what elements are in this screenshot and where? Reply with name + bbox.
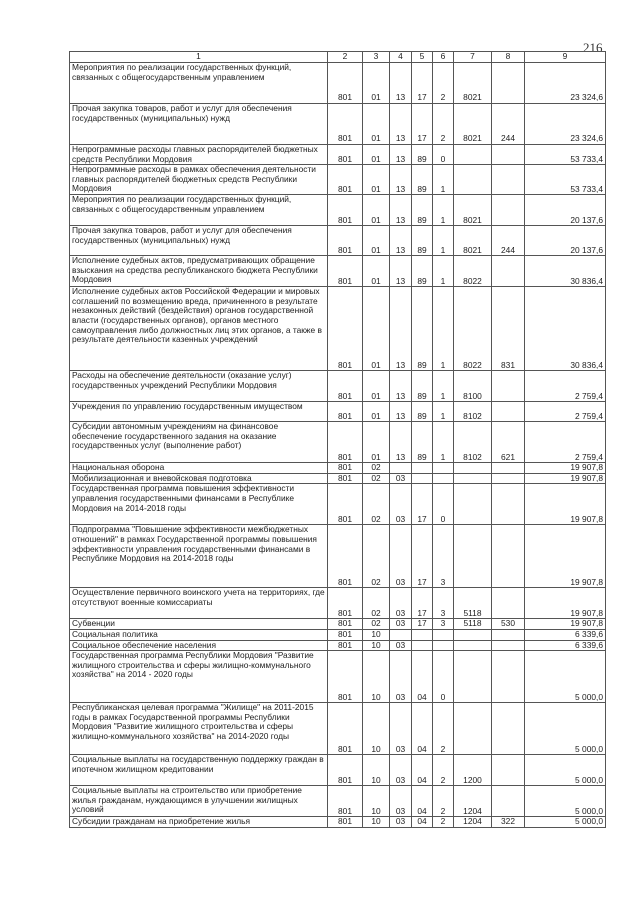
- cell-c2: 801: [328, 588, 363, 619]
- cell-c9: 23 324,6: [525, 63, 606, 104]
- cell-c7: 8100: [454, 371, 492, 402]
- cell-c5: 89: [412, 371, 433, 402]
- header-row: [70, 52, 606, 63]
- cell-c8: [492, 588, 525, 619]
- cell-c8: 530: [492, 619, 525, 630]
- row-name: Исполнение судебных актов, предусматривающих обращение взыскания на средства республиканского бюджета Республики Мордовия: [70, 256, 328, 287]
- cell-c5: 89: [412, 195, 433, 226]
- row-name: Национальная оборона: [70, 463, 328, 474]
- column-header: 9: [525, 52, 606, 63]
- cell-c9: 2 759,4: [525, 402, 606, 422]
- table-row: [70, 256, 606, 287]
- column-header: 4: [390, 52, 412, 63]
- cell-c3: 01: [363, 104, 390, 145]
- table-row: [70, 145, 606, 165]
- cell-c4: 03: [390, 786, 412, 817]
- cell-c6: 3: [433, 525, 454, 588]
- cell-c6: 1: [433, 287, 454, 371]
- cell-c4: 13: [390, 226, 412, 256]
- cell-c2: 801: [328, 463, 363, 474]
- cell-c9: 5 000,0: [525, 755, 606, 786]
- cell-c6: 1: [433, 256, 454, 287]
- cell-c7: [454, 629, 492, 640]
- cell-c4: 03: [390, 651, 412, 703]
- cell-c6: [433, 463, 454, 474]
- table-row: [70, 473, 606, 484]
- cell-c5: [412, 463, 433, 474]
- row-name: Субвенции: [70, 619, 328, 630]
- cell-c2: 801: [328, 703, 363, 755]
- cell-c7: [454, 651, 492, 703]
- row-name: Республиканская целевая программа "Жилище" на 2011-2015 годы в рамках Государственной программы Республики Мордовия "Развитие жилищного строительства и сферы жилищно-коммунального хозяйства" на 2014-2020 годы: [70, 703, 328, 755]
- cell-c4: 13: [390, 422, 412, 463]
- cell-c6: [433, 473, 454, 484]
- cell-c9: 6 339,6: [525, 640, 606, 651]
- cell-c6: 1: [433, 226, 454, 256]
- cell-c3: 01: [363, 226, 390, 256]
- row-name: Учреждения по управлению государственным имуществом: [70, 402, 328, 422]
- cell-c2: 801: [328, 371, 363, 402]
- cell-c9: 20 137,6: [525, 195, 606, 226]
- cell-c7: 8021: [454, 195, 492, 226]
- cell-c6: 2: [433, 63, 454, 104]
- row-name: Прочая закупка товаров, работ и услуг для обеспечения государственных (муниципальных) нужд: [70, 226, 328, 256]
- cell-c9: 5 000,0: [525, 786, 606, 817]
- table-row: [70, 165, 606, 195]
- cell-c3: 10: [363, 703, 390, 755]
- cell-c5: 89: [412, 256, 433, 287]
- cell-c9: 23 324,6: [525, 104, 606, 145]
- cell-c6: 2: [433, 104, 454, 145]
- cell-c9: 5 000,0: [525, 703, 606, 755]
- cell-c8: [492, 484, 525, 525]
- cell-c5: 89: [412, 402, 433, 422]
- cell-c9: 5 000,0: [525, 817, 606, 828]
- cell-c7: 1204: [454, 786, 492, 817]
- cell-c2: 801: [328, 755, 363, 786]
- row-name: Мероприятия по реализации государственных функций, связанных с общегосударственным управлением: [70, 195, 328, 226]
- cell-c3: 02: [363, 463, 390, 474]
- cell-c6: 1: [433, 165, 454, 195]
- cell-c8: [492, 463, 525, 474]
- page-number: 216: [583, 40, 603, 55]
- cell-c4: [390, 463, 412, 474]
- cell-c2: 801: [328, 226, 363, 256]
- cell-c6: [433, 629, 454, 640]
- row-name: Субсидии гражданам на приобретение жилья: [70, 817, 328, 828]
- cell-c4: 03: [390, 703, 412, 755]
- cell-c3: 01: [363, 422, 390, 463]
- table-row: [70, 63, 606, 104]
- cell-c7: 8021: [454, 104, 492, 145]
- cell-c2: 801: [328, 817, 363, 828]
- cell-c4: 03: [390, 525, 412, 588]
- table-row: [70, 422, 606, 463]
- cell-c8: 621: [492, 422, 525, 463]
- cell-c4: 03: [390, 755, 412, 786]
- cell-c7: 1200: [454, 755, 492, 786]
- row-name: Мобилизационная и вневойсковая подготовка: [70, 473, 328, 484]
- cell-c9: 19 907,8: [525, 525, 606, 588]
- cell-c5: 17: [412, 63, 433, 104]
- cell-c5: 17: [412, 525, 433, 588]
- cell-c3: 01: [363, 63, 390, 104]
- cell-c2: 801: [328, 63, 363, 104]
- table-row: [70, 786, 606, 817]
- cell-c3: 01: [363, 145, 390, 165]
- cell-c3: 10: [363, 629, 390, 640]
- table-row: [70, 651, 606, 703]
- cell-c2: 801: [328, 165, 363, 195]
- cell-c6: 0: [433, 145, 454, 165]
- cell-c6: 2: [433, 755, 454, 786]
- cell-c3: 10: [363, 817, 390, 828]
- row-name: Исполнение судебных актов Российской Федерации и мировых соглашений по возмещению вреда, причиненного в результате незаконных действий (бездействия) органов государственной власти (государственных органов), органов местного самоуправления либо должностных лиц этих органов, а также в результате деятельности казенных учреждений: [70, 287, 328, 371]
- row-name: Социальная политика: [70, 629, 328, 640]
- cell-c9: 30 836,4: [525, 256, 606, 287]
- cell-c8: 244: [492, 226, 525, 256]
- cell-c4: 03: [390, 588, 412, 619]
- cell-c4: 13: [390, 165, 412, 195]
- table-row: [70, 484, 606, 525]
- cell-c9: 19 907,8: [525, 463, 606, 474]
- cell-c7: 8102: [454, 422, 492, 463]
- cell-c4: 13: [390, 145, 412, 165]
- row-name: Государственная программа Республики Мордовия "Развитие жилищного строительства и сферы жилищно-коммунального хозяйства" на 2014 - 2020 годы: [70, 651, 328, 703]
- cell-c4: 13: [390, 104, 412, 145]
- cell-c2: 801: [328, 104, 363, 145]
- cell-c5: 17: [412, 619, 433, 630]
- row-name: Мероприятия по реализации государственных функций, связанных с общегосударственным управлением: [70, 63, 328, 104]
- cell-c7: 5118: [454, 588, 492, 619]
- table-row: [70, 104, 606, 145]
- cell-c5: [412, 629, 433, 640]
- cell-c4: 03: [390, 640, 412, 651]
- cell-c4: 13: [390, 287, 412, 371]
- cell-c3: 01: [363, 256, 390, 287]
- column-header: 1: [70, 52, 328, 63]
- cell-c4: 13: [390, 371, 412, 402]
- cell-c3: 01: [363, 402, 390, 422]
- cell-c4: 03: [390, 817, 412, 828]
- cell-c8: 244: [492, 104, 525, 145]
- row-name: Государственная программа повышения эффективности управления государственными финансами в Республике Мордовия на 2014-2018 годы: [70, 484, 328, 525]
- cell-c2: 801: [328, 484, 363, 525]
- cell-c9: 2 759,4: [525, 422, 606, 463]
- cell-c3: 01: [363, 371, 390, 402]
- column-header: 8: [492, 52, 525, 63]
- cell-c4: 03: [390, 473, 412, 484]
- table-row: [70, 402, 606, 422]
- cell-c7: [454, 484, 492, 525]
- cell-c7: 8022: [454, 287, 492, 371]
- table-row: [70, 703, 606, 755]
- cell-c4: [390, 629, 412, 640]
- table-row: [70, 226, 606, 256]
- cell-c5: [412, 473, 433, 484]
- cell-c8: [492, 195, 525, 226]
- cell-c8: 322: [492, 817, 525, 828]
- table-row: [70, 755, 606, 786]
- cell-c3: 02: [363, 525, 390, 588]
- cell-c5: 04: [412, 703, 433, 755]
- table-row: [70, 371, 606, 402]
- table-row: [70, 463, 606, 474]
- cell-c9: 30 836,4: [525, 287, 606, 371]
- cell-c9: 20 137,6: [525, 226, 606, 256]
- cell-c8: [492, 786, 525, 817]
- cell-c6: 2: [433, 786, 454, 817]
- cell-c8: [492, 63, 525, 104]
- cell-c6: 1: [433, 422, 454, 463]
- table-row: [70, 287, 606, 371]
- cell-c8: [492, 371, 525, 402]
- column-header: 7: [454, 52, 492, 63]
- cell-c7: [454, 525, 492, 588]
- cell-c3: 02: [363, 619, 390, 630]
- table-row: [70, 817, 606, 828]
- cell-c6: 1: [433, 195, 454, 226]
- cell-c8: 831: [492, 287, 525, 371]
- cell-c5: 04: [412, 786, 433, 817]
- row-name: Субсидии автономным учреждениям на финансовое обеспечение государственного задания на оказание государственных услуг (выполнение работ): [70, 422, 328, 463]
- cell-c5: 04: [412, 651, 433, 703]
- cell-c9: 53 733,4: [525, 165, 606, 195]
- cell-c2: 801: [328, 525, 363, 588]
- row-name: Социальное обеспечение населения: [70, 640, 328, 651]
- cell-c2: 801: [328, 145, 363, 165]
- cell-c6: 1: [433, 371, 454, 402]
- cell-c9: 5 000,0: [525, 651, 606, 703]
- cell-c4: 03: [390, 619, 412, 630]
- cell-c3: 01: [363, 165, 390, 195]
- row-name: Осуществление первичного воинского учета на территориях, где отсутствуют военные комиссариаты: [70, 588, 328, 619]
- cell-c6: 2: [433, 703, 454, 755]
- cell-c2: 801: [328, 195, 363, 226]
- cell-c3: 02: [363, 484, 390, 525]
- cell-c5: 17: [412, 484, 433, 525]
- cell-c8: [492, 473, 525, 484]
- cell-c6: 3: [433, 619, 454, 630]
- cell-c5: 17: [412, 104, 433, 145]
- cell-c2: 801: [328, 786, 363, 817]
- table-row: [70, 619, 606, 630]
- cell-c4: 13: [390, 63, 412, 104]
- cell-c7: 5118: [454, 619, 492, 630]
- table-row: [70, 588, 606, 619]
- cell-c2: 801: [328, 651, 363, 703]
- cell-c2: 801: [328, 640, 363, 651]
- cell-c6: 0: [433, 651, 454, 703]
- cell-c5: 89: [412, 226, 433, 256]
- cell-c9: 19 907,8: [525, 484, 606, 525]
- table-row: [70, 629, 606, 640]
- cell-c5: 04: [412, 755, 433, 786]
- cell-c9: 19 907,8: [525, 619, 606, 630]
- row-name: Непрограммные расходы в рамках обеспечения деятельности главных распорядителей бюджетных средств Республики Мордовия: [70, 165, 328, 195]
- cell-c2: 801: [328, 629, 363, 640]
- cell-c7: 8102: [454, 402, 492, 422]
- row-name: Социальные выплаты на строительство или приобретение жилья гражданам, нуждающимся в улучшении жилищных условий: [70, 786, 328, 817]
- cell-c8: [492, 755, 525, 786]
- cell-c3: 01: [363, 287, 390, 371]
- column-header: 3: [363, 52, 390, 63]
- cell-c3: 10: [363, 640, 390, 651]
- column-header: 5: [412, 52, 433, 63]
- cell-c9: 19 907,8: [525, 473, 606, 484]
- cell-c9: 6 339,6: [525, 629, 606, 640]
- cell-c5: 17: [412, 588, 433, 619]
- cell-c6: 1: [433, 402, 454, 422]
- cell-c8: [492, 703, 525, 755]
- budget-table: [69, 51, 606, 828]
- cell-c2: 801: [328, 256, 363, 287]
- cell-c3: 10: [363, 651, 390, 703]
- cell-c7: 8021: [454, 226, 492, 256]
- cell-c8: [492, 145, 525, 165]
- cell-c8: [492, 402, 525, 422]
- cell-c2: 801: [328, 619, 363, 630]
- cell-c7: [454, 145, 492, 165]
- cell-c5: 89: [412, 145, 433, 165]
- cell-c6: 3: [433, 588, 454, 619]
- column-header: 2: [328, 52, 363, 63]
- cell-c5: 04: [412, 817, 433, 828]
- cell-c8: [492, 256, 525, 287]
- row-name: Непрограммные расходы главных распорядителей бюджетных средств Республики Мордовия: [70, 145, 328, 165]
- row-name: Прочая закупка товаров, работ и услуг для обеспечения государственных (муниципальных) нужд: [70, 104, 328, 145]
- cell-c4: 13: [390, 402, 412, 422]
- cell-c4: 13: [390, 256, 412, 287]
- cell-c4: 03: [390, 484, 412, 525]
- row-name: Социальные выплаты на государственную поддержку граждан в ипотечном жилищном кредитовании: [70, 755, 328, 786]
- cell-c6: 0: [433, 484, 454, 525]
- cell-c8: [492, 525, 525, 588]
- cell-c3: 02: [363, 473, 390, 484]
- cell-c8: [492, 640, 525, 651]
- cell-c3: 02: [363, 588, 390, 619]
- cell-c7: 8021: [454, 63, 492, 104]
- cell-c7: [454, 640, 492, 651]
- cell-c5: 89: [412, 287, 433, 371]
- cell-c6: [433, 640, 454, 651]
- cell-c8: [492, 165, 525, 195]
- cell-c7: [454, 703, 492, 755]
- cell-c7: [454, 165, 492, 195]
- cell-c6: 2: [433, 817, 454, 828]
- cell-c5: 89: [412, 165, 433, 195]
- cell-c5: 89: [412, 422, 433, 463]
- table-row: [70, 525, 606, 588]
- row-name: Подпрограмма "Повышение эффективности межбюджетных отношений" в рамках Государственной программы повышения эффективности управления государственными финансами в Республике Мордовия на 2014-2018 годы: [70, 525, 328, 588]
- cell-c9: 53 733,4: [525, 145, 606, 165]
- cell-c8: [492, 651, 525, 703]
- cell-c9: 19 907,8: [525, 588, 606, 619]
- cell-c2: 801: [328, 287, 363, 371]
- cell-c2: 801: [328, 473, 363, 484]
- row-name: Расходы на обеспечение деятельности (оказание услуг) государственных учреждений Республики Мордовия: [70, 371, 328, 402]
- cell-c5: [412, 640, 433, 651]
- cell-c9: 2 759,4: [525, 371, 606, 402]
- cell-c3: 10: [363, 786, 390, 817]
- cell-c7: 1204: [454, 817, 492, 828]
- cell-c7: 8022: [454, 256, 492, 287]
- table-row: [70, 640, 606, 651]
- cell-c8: [492, 629, 525, 640]
- cell-c4: 13: [390, 195, 412, 226]
- cell-c2: 801: [328, 422, 363, 463]
- cell-c7: [454, 473, 492, 484]
- cell-c3: 10: [363, 755, 390, 786]
- column-header: 6: [433, 52, 454, 63]
- table-row: [70, 195, 606, 226]
- cell-c3: 01: [363, 195, 390, 226]
- cell-c2: 801: [328, 402, 363, 422]
- cell-c7: [454, 463, 492, 474]
